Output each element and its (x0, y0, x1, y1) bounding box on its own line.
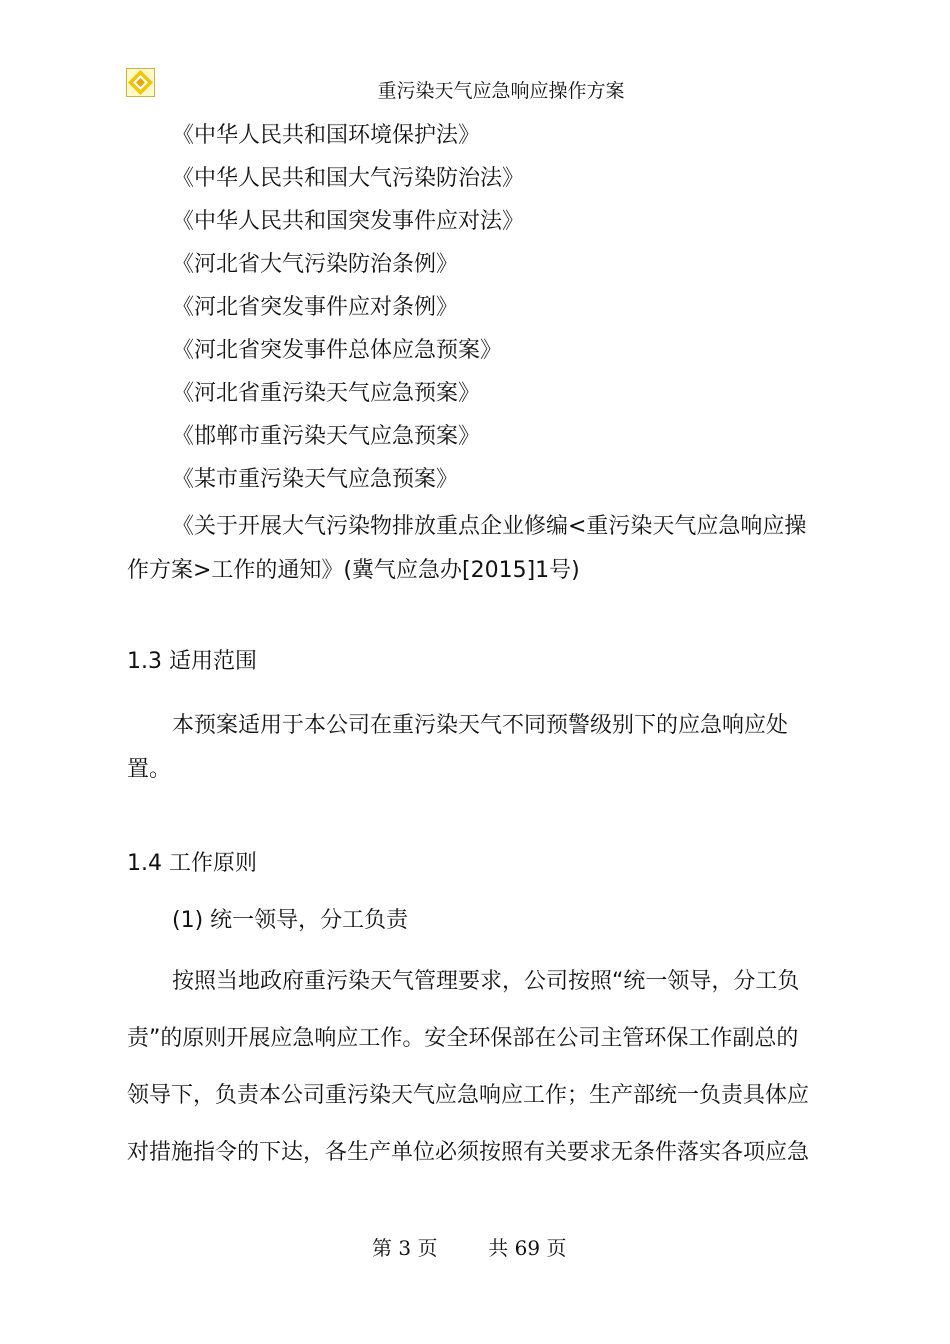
notice-line-2: 作方案>工作的通知》(冀气应急办[2015]1号) (127, 558, 580, 583)
section-1-3-body (127, 704, 827, 792)
reference-item: 《河北省重污染天气应急预案》 (172, 381, 481, 406)
reference-item: 《中华人民共和国大气污染防治法》 (172, 166, 525, 191)
reference-item: 《河北省突发事件总体应急预案》 (172, 338, 503, 363)
principle-line: 对措施指令的下达，各生产单位必须按照有关要求无条件落实各项应急 (127, 1140, 810, 1165)
notice-reference (127, 505, 827, 593)
page-footer: 第 3 页 共 69 页 (372, 1236, 567, 1260)
principle-line: 责”的原则开展应急响应工作。安全环保部在公司主管环保工作副总的 (127, 1026, 799, 1051)
reference-item: 《邯郸市重污染天气应急预案》 (172, 424, 481, 449)
notice-line-1: 《关于开展大气污染物排放重点企业修编<重污染天气应急响应操 (172, 514, 807, 539)
reference-item: 《中华人民共和国环境保护法》 (172, 123, 481, 148)
section-1-4-heading: 1.4 工作原则 (127, 851, 257, 876)
principle-line: 按照当地政府重污染天气管理要求，公司按照“统一领导，分工负 (172, 969, 800, 994)
section-1-4-body (127, 953, 827, 1181)
reference-list (172, 114, 524, 501)
reference-item: 《河北省突发事件应对条例》 (172, 295, 459, 320)
reference-item: 《河北省大气污染防治条例》 (172, 252, 459, 277)
principle-item-1: (1) 统一领导，分工负责 (172, 908, 409, 933)
page-header-title: 重污染天气应急响应操作方案 (377, 80, 625, 102)
scope-line-1: 本预案适用于本公司在重污染天气不同预警级别下的应急响应处 (172, 713, 789, 738)
scope-line-2: 置。 (127, 757, 172, 782)
principle-line: 领导下，负责本公司重污染天气应急响应工作；生产部统一负责具体应 (127, 1083, 810, 1108)
reference-item: 《中华人民共和国突发事件应对法》 (172, 209, 525, 234)
section-1-3-heading: 1.3 适用范围 (127, 649, 257, 674)
reference-item: 《某市重污染天气应急预案》 (172, 467, 459, 492)
